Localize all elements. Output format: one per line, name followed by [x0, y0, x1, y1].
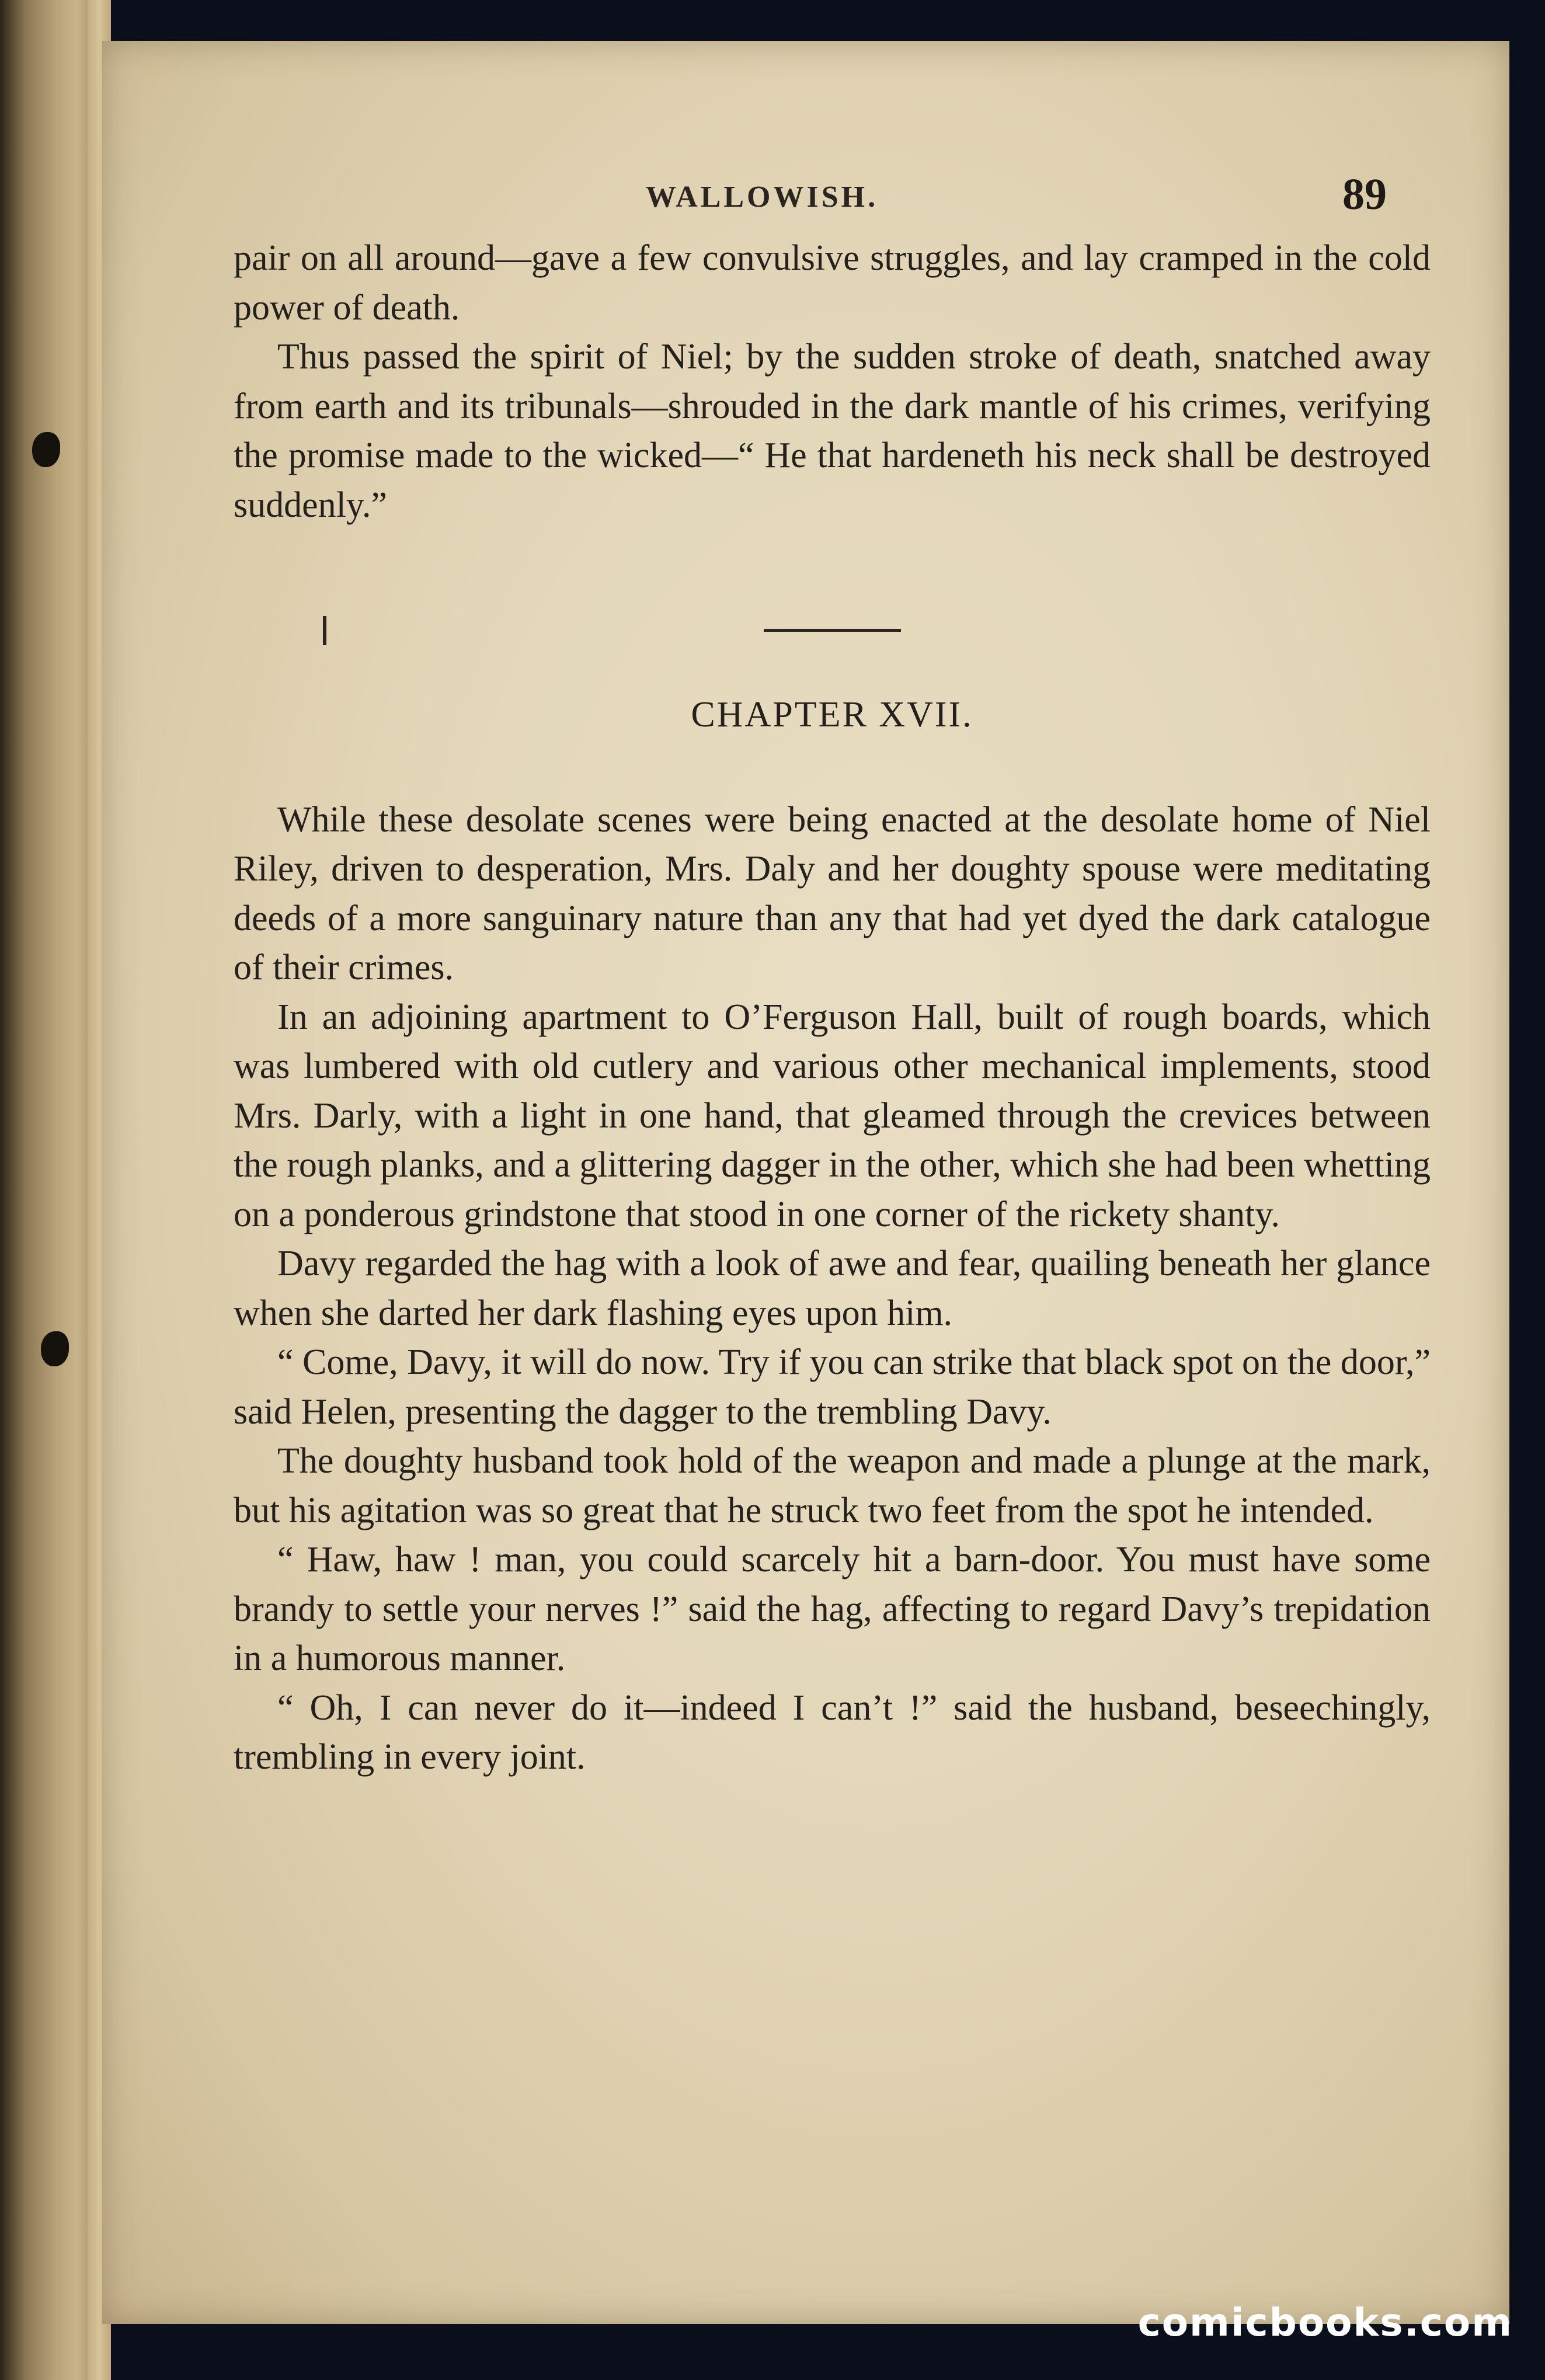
page-number: 89: [1342, 170, 1387, 219]
paragraph: “ Oh, I can never do it—indeed I can’t !” said the husband, beseechingly, trembling in every joint.: [234, 1687, 1431, 1777]
running-title: WALLOWISH.: [645, 180, 879, 214]
paragraph: The doughty husband took hold of the weapon and made a plunge at the mark, but his agitation was so great that he struck two feet from the spot he intended.: [234, 1441, 1431, 1530]
book-spine: [0, 0, 102, 2380]
paragraph: “ Haw, haw ! man, you could scarcely hit a barn-door. You must have some brandy to settle your nerves !” said the hag, affecting to regard Davy’s trepidation in a humorous manner.: [234, 1540, 1431, 1678]
paragraph: “ Come, Davy, it will do now. Try if you can strike that black spot on the door,” said Helen, presenting the dagger to the trembling Davy.: [234, 1342, 1431, 1432]
binding-hole-bottom: [41, 1331, 69, 1366]
running-head: [102, 146, 1509, 219]
paragraph: While these desolate scenes were being enacted at the desolate home of Niel Riley, driven to desperation, Mrs. Daly and her doughty spouse were meditating deeds of a more sanguinary nature than any that had yet dyed the dark catalogue of their crimes.: [234, 799, 1431, 987]
paragraph-continuation: pair on all around—gave a few convulsive struggles, and lay cramped in the cold power of death.: [234, 238, 1431, 328]
watermark-logo: comicbooks.com: [1137, 2300, 1513, 2345]
paragraph: Davy regarded the hag with a look of awe and fear, quailing beneath her glance when she darted her dark flashing eyes upon him.: [234, 1244, 1431, 1333]
page-text: [234, 234, 1431, 1782]
binding-hole-top: [32, 432, 60, 467]
chapter-heading: CHAPTER XVII.: [691, 695, 973, 735]
paragraph: In an adjoining apartment to O’Ferguson Hall, built of rough boards, which was lumbered with old cutlery and various other mechanical implements, stood Mrs. Darly, with a light in one hand, that gleamed through the crevices between the rough planks, and a glittering dagger in the other, which she had been whetting on a ponderous grindstone that stood in one corner of the rickety shanty.: [234, 997, 1431, 1234]
book-page: [102, 41, 1509, 2324]
section-rule: [764, 629, 901, 632]
paragraph: Thus passed the spirit of Niel; by the sudden stroke of death, snatched away from earth and its tribunals—shrouded in the dark mantle of his crimes, verifying the promise made to the wicked—“ He that hardeneth his neck shall be destroyed suddenly.”: [234, 337, 1431, 525]
